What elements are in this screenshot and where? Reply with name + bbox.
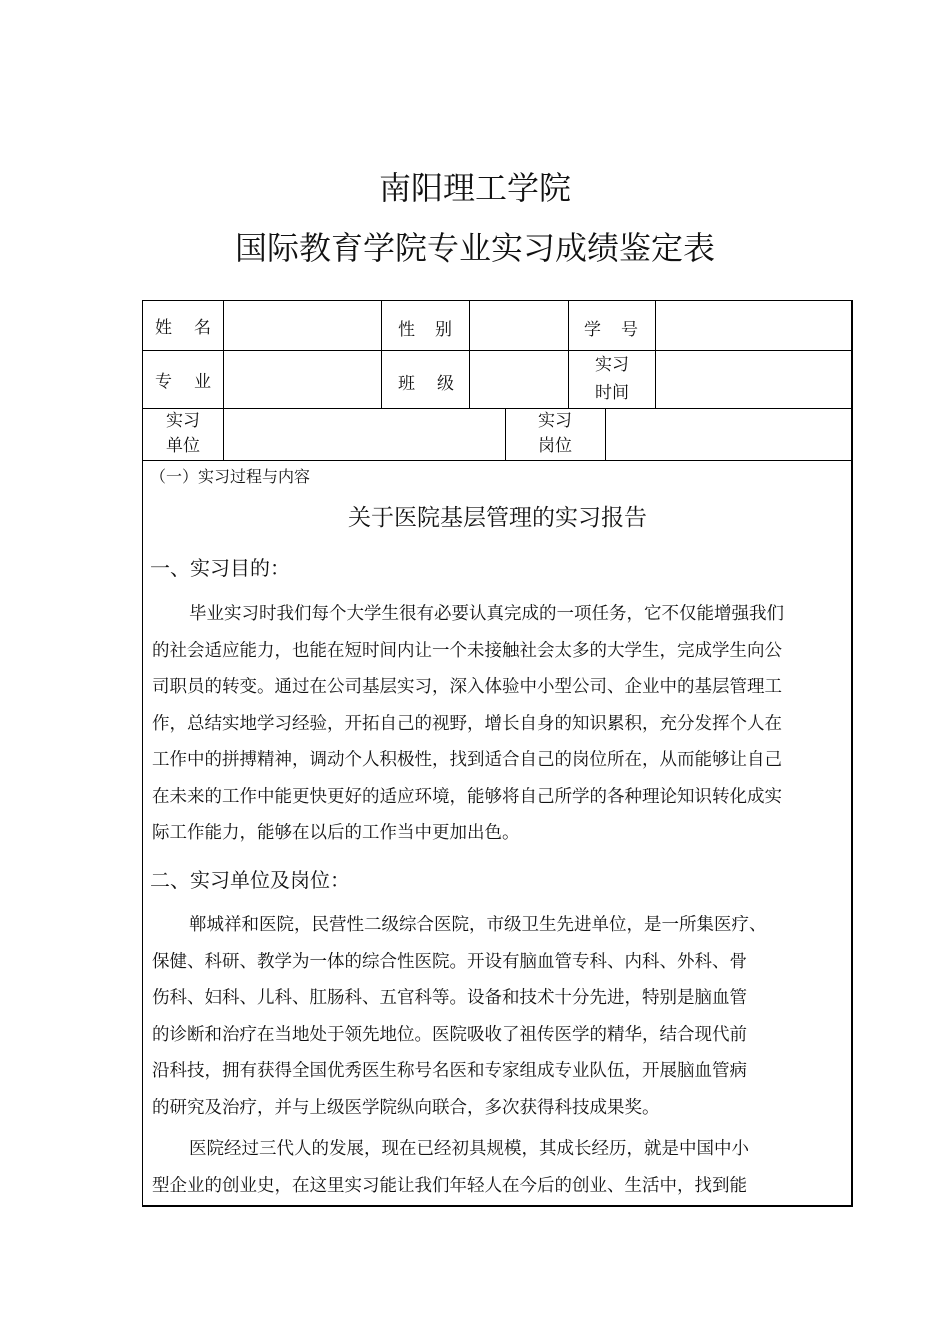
name-label: 姓 名 — [155, 317, 211, 338]
text-line: 沿科技，拥有获得全国优秀医生称号名医和专家组成专业队伍，开展脑血管病 — [152, 1061, 747, 1081]
text-line: 的诊断和治疗在当地处于领先地位。医院吸收了祖传医学的精华，结合现代前 — [152, 1024, 747, 1045]
post-field[interactable] — [606, 409, 851, 460]
text-line: 际工作能力，能够在以后的工作当中更加出色。 — [152, 823, 520, 843]
gender-label: 性 别 — [398, 319, 452, 340]
text-line: 的社会适应能力，也能在短时间内让一个未接触社会太多的大学生，完成学生向公 — [152, 640, 782, 661]
period-label: 实 习 时 间 — [595, 355, 629, 403]
gender-field[interactable] — [470, 301, 568, 350]
class-field[interactable] — [470, 351, 568, 408]
heading-unit: 二、实习单位及岗位： — [150, 868, 350, 892]
class-label: 班 级 — [398, 373, 454, 394]
paragraph-purpose — [152, 596, 846, 852]
text-line: 的研究及治疗，并与上级医学院纵向联合，多次获得科技成果奖。 — [152, 1097, 660, 1118]
report-title: 关于医院基层管理的实习报告 — [348, 505, 647, 531]
text-line: 司职员的转变。通过在公司基层实习，深入体验中小型公司、企业中的基层管理工 — [152, 677, 782, 697]
text-line: 作，总结实地学习经验，开拓自己的视野，增长自身的知识累积，充分发挥个人在 — [152, 713, 782, 734]
paragraph-unit — [152, 907, 812, 1126]
form-title: 国际教育学院专业实习成绩鉴定表 — [234, 229, 715, 267]
major-label: 专 业 — [155, 372, 211, 392]
text-line: 郸城祥和医院，民营性二级综合医院，市级卫生先进单位，是一所集医疗、 — [189, 915, 767, 935]
text-line: 型企业的创业史，在这里实习能让我们年轻人在今后的创业、生活中，找到能 — [152, 1175, 747, 1196]
heading-purpose: 一、实习目的： — [150, 556, 290, 580]
name-field[interactable] — [224, 301, 381, 350]
text-line: 在未来的工作中能更快更好的适应环境，能够将自己所学的各种理论知识转化成实 — [152, 786, 782, 807]
col-divider-d — [568, 300, 569, 408]
text-line: 伤科、妇科、儿科、肛肠科、五官科等。设备和技术十分先进，特别是脑血管 — [152, 988, 747, 1008]
unit-label: 实 习 单 位 — [166, 411, 200, 456]
text-line: 保健、科研、教学为一体的综合性医院。开设有脑血管专科、内科、外科、骨 — [152, 951, 747, 972]
text-line: 毕业实习时我们每个大学生很有必要认真完成的一项任务，它不仅能增强我们 — [189, 604, 784, 624]
section-note: （一）实习过程与内容 — [150, 467, 311, 486]
col-divider-b — [381, 300, 382, 408]
period-field[interactable] — [656, 351, 851, 408]
student-id-field[interactable] — [656, 301, 851, 350]
major-field[interactable] — [224, 351, 381, 408]
student-id-label: 学 号 — [584, 319, 638, 340]
paragraph-history — [152, 1131, 812, 1204]
row-divider-3 — [142, 460, 853, 461]
school-title: 南阳理工学院 — [378, 169, 571, 207]
text-line: 工作中的拼搏精神，调动个人积极性，找到适合自己的岗位所在，从而能够让自己 — [152, 750, 782, 770]
unit-field[interactable] — [224, 409, 505, 460]
col-divider-g — [505, 408, 506, 460]
text-line: 医院经过三代人的发展，现在已经初具规模，其成长经历，就是中国中小 — [189, 1139, 749, 1159]
post-label: 实 习 岗 位 — [538, 411, 572, 456]
